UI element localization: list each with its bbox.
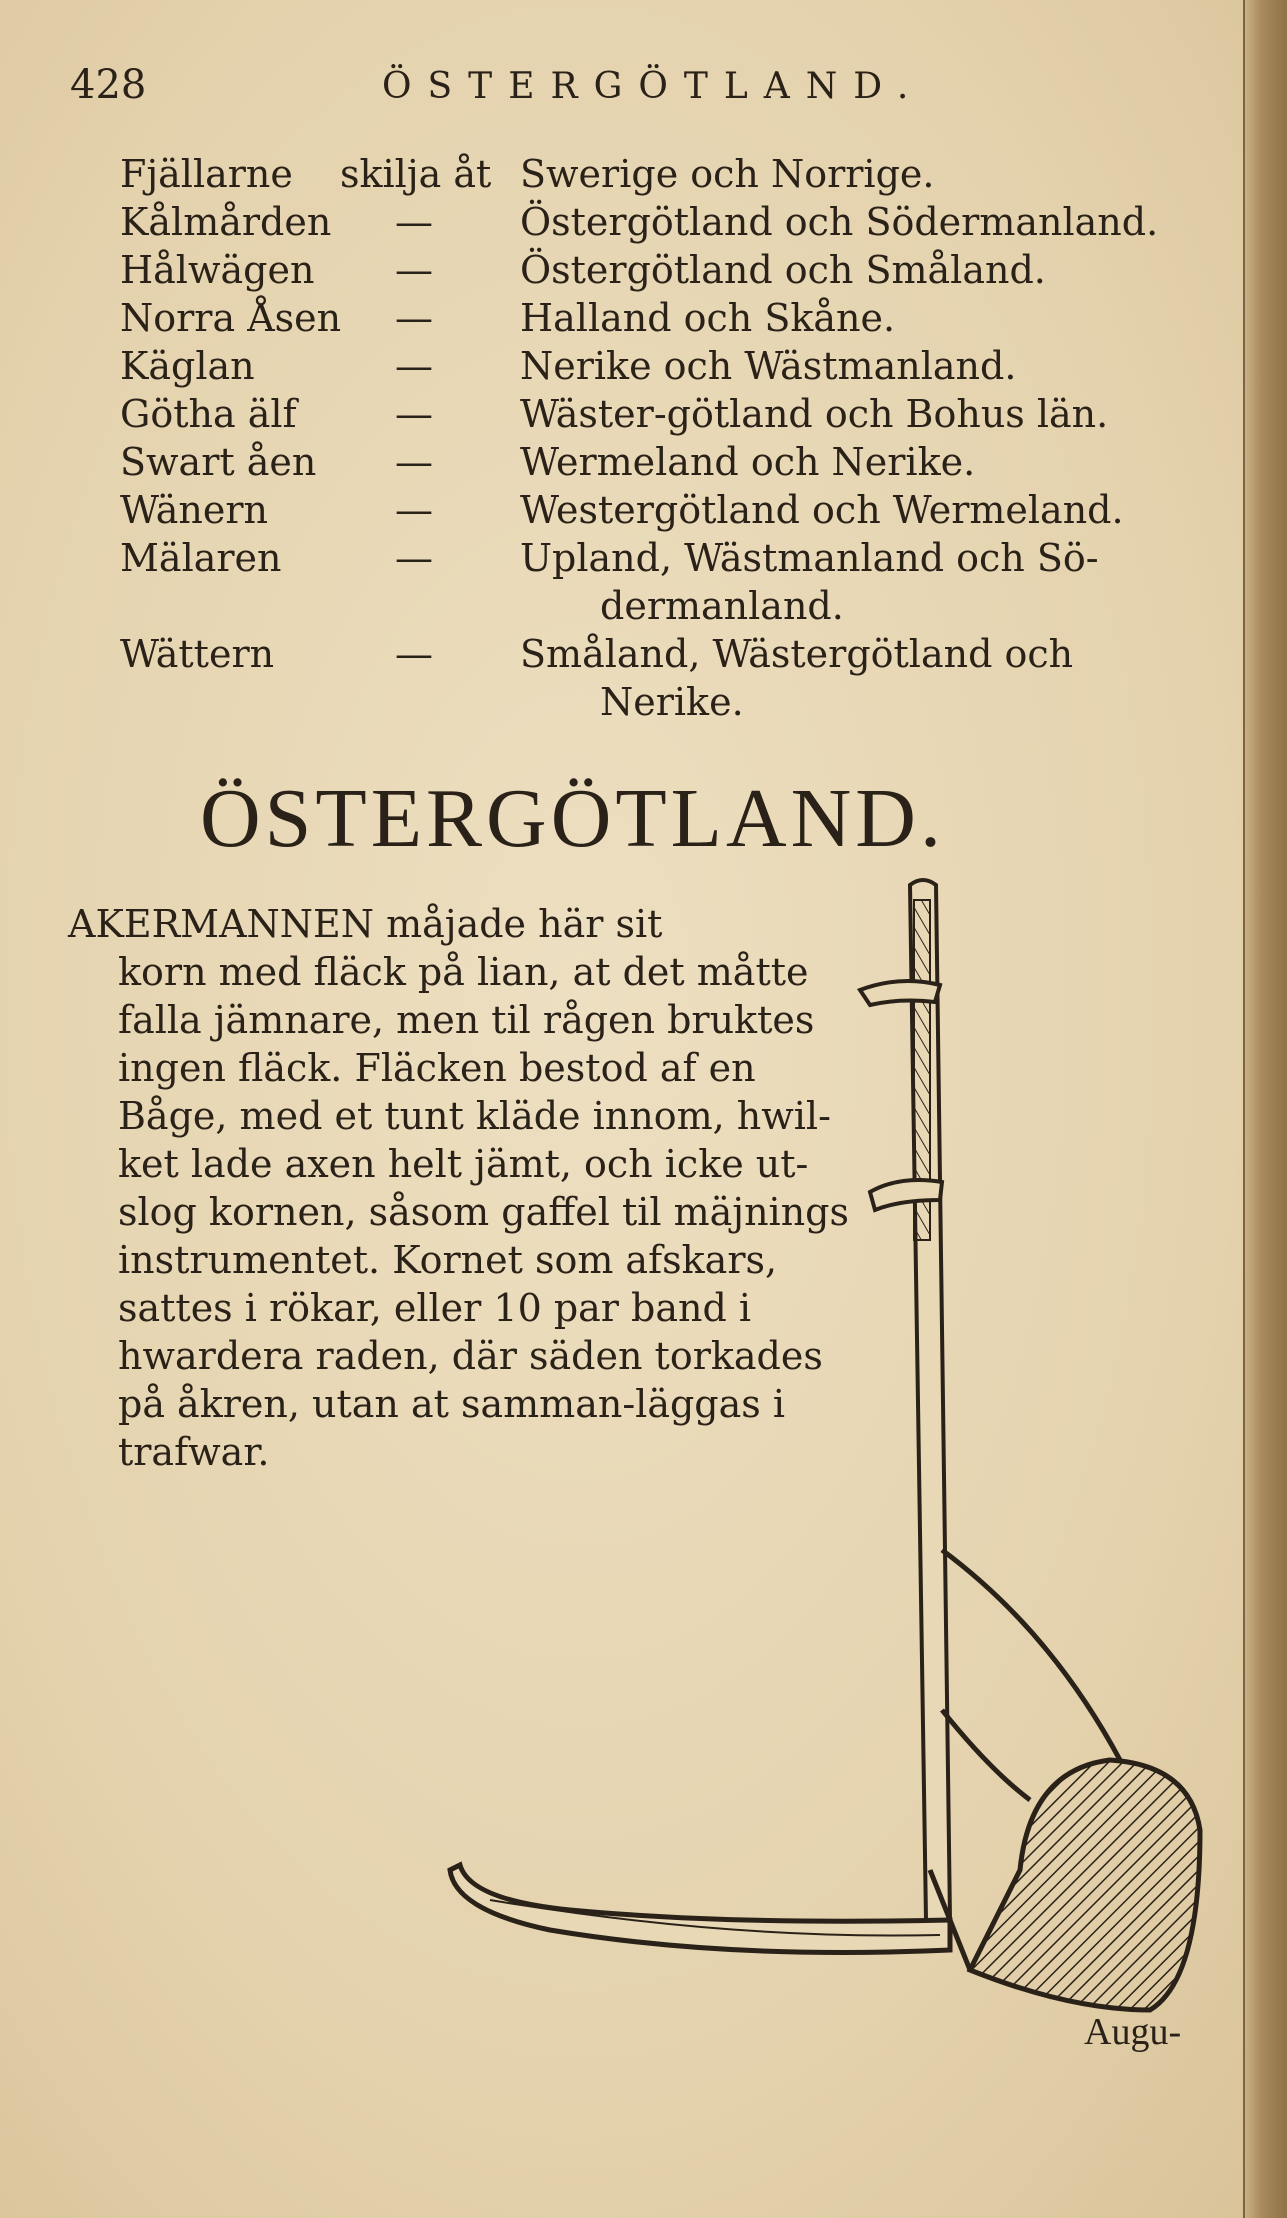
provinces-text: Upland, Wästmanland och Sö- (520, 536, 1099, 580)
dash: — (395, 392, 433, 436)
table-row (110, 438, 1230, 486)
text-line: hwardera raden, där säden torkades (118, 1334, 823, 1378)
text-line: på åkren, utan at samman-läggas i (118, 1382, 786, 1426)
dash: — (395, 488, 433, 532)
text-line: AKERMANNEN måjade här sit (68, 902, 663, 946)
text-line: Båge, med et tunt kläde innom, hwil- (118, 1094, 831, 1138)
table-row (110, 198, 1230, 246)
text-line: korn med fläck på lian, at det måtte (118, 950, 809, 994)
provinces-text: Småland, Wästergötland och (520, 632, 1074, 676)
catchword: Augu- (1084, 2011, 1182, 2053)
text-line: trafwar. (118, 1430, 270, 1474)
text-line: ingen fläck. Fläcken bestod af en (118, 1046, 756, 1090)
page-number: 428 (70, 62, 147, 108)
provinces-text: Östergötland och Södermanland. (520, 200, 1159, 244)
table-row (110, 246, 1230, 294)
provinces-text: Westergötland och Wermeland. (520, 488, 1124, 532)
dash: — (395, 296, 433, 340)
dash: — (395, 440, 433, 484)
table-row (110, 294, 1230, 342)
borders-table (110, 150, 1230, 726)
provinces-text: Wermeland och Nerike. (520, 440, 976, 484)
running-head: ÖSTERGÖTLAND. (382, 66, 925, 107)
provinces-text: Halland och Skåne. (520, 296, 896, 340)
dash: — (395, 248, 433, 292)
dash: — (395, 344, 433, 388)
provinces-text: Östergötland och Småland. (520, 248, 1046, 292)
cradle-bow (970, 1760, 1200, 2010)
relation-text: skilja åt (340, 152, 492, 196)
table-row (110, 534, 1230, 630)
table-row (110, 390, 1230, 438)
feature-name: Käglan (120, 344, 255, 388)
text-line: falla jämnare, men til rågen bruktes (118, 998, 815, 1042)
scythe-grip-upper (860, 981, 940, 1005)
provinces-text: Swerige och Norrige. (520, 152, 935, 196)
table-row (110, 342, 1230, 390)
feature-name: Mälaren (120, 536, 282, 580)
feature-name: Götha älf (120, 392, 297, 436)
feature-name: Fjällarne (120, 152, 293, 196)
dash: — (395, 200, 433, 244)
feature-name: Wänern (120, 488, 269, 532)
feature-name: Wättern (120, 632, 275, 676)
text-line: slog kornen, såsom gaffel til mäjnings (118, 1190, 849, 1234)
provinces-text-continued: Nerike. (600, 680, 744, 724)
provinces-text: Nerike och Wästmanland. (520, 344, 1017, 388)
provinces-text-continued: dermanland. (600, 584, 844, 628)
table-row (110, 150, 1230, 198)
dash: — (395, 536, 433, 580)
page-header (70, 62, 1190, 122)
feature-name: Hålwägen (120, 248, 315, 292)
body-paragraph (68, 900, 849, 1476)
section-title: ÖSTERGÖTLAND. (200, 772, 945, 865)
text-line: sattes i rökar, eller 10 par band i (118, 1286, 752, 1330)
table-row (110, 630, 1230, 726)
page-gutter (1243, 0, 1287, 2218)
feature-name: Swart åen (120, 440, 317, 484)
provinces-text: Wäster-götland och Bohus län. (520, 392, 1109, 436)
feature-name: Norra Åsen (120, 296, 342, 340)
feature-name: Kålmården (120, 200, 332, 244)
text-line: ket lade axen helt jämt, och icke ut- (118, 1142, 809, 1186)
text-line: instrumentet. Kornet som afskars, (118, 1238, 778, 1282)
table-row (110, 486, 1230, 534)
dash: — (395, 632, 433, 676)
scythe-blade (450, 1865, 950, 1953)
scythe-handle (910, 880, 950, 1920)
